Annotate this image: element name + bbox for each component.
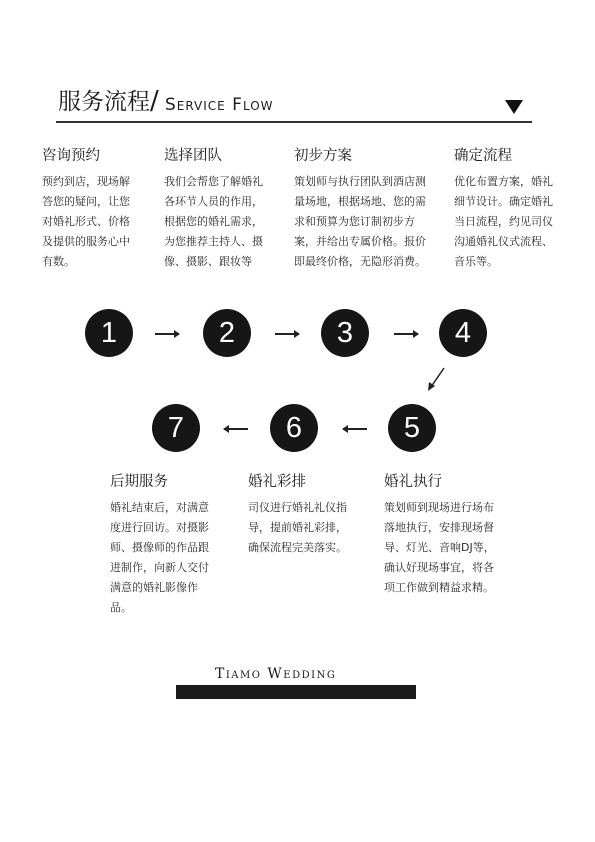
step-4-text	[454, 146, 554, 272]
step-7-desc: 婚礼结束后，对满意度进行回访。对摄影师、摄像师的作品跟进制作，向新人交付满意的婚礼影像作品。	[110, 501, 209, 614]
step-2-text	[164, 146, 266, 272]
step-6-text	[248, 472, 348, 558]
step-4-desc: 优化布置方案，婚礼细节设计。确定婚礼当日流程，约见司仪沟通婚礼仪式流程、音乐等。	[454, 175, 553, 268]
step-1-title: 咨询预约	[42, 148, 100, 164]
step-3-circle: 3	[321, 309, 369, 357]
step-7-title: 后期服务	[110, 474, 168, 490]
step-2-circle: 2	[203, 309, 251, 357]
step-5-desc: 策划师到现场进行场布落地执行，安排现场督导、灯光、音响DJ等，确认好现场事宜，将各项工作做到精益求精。	[384, 501, 495, 594]
arrow-left-icon	[224, 428, 248, 430]
step-7-text	[110, 472, 212, 618]
step-5-text	[384, 472, 496, 598]
step-1-circle: 1	[85, 309, 133, 357]
title-slash: /	[150, 86, 159, 116]
step-7-circle: 7	[152, 404, 200, 452]
header-divider	[56, 121, 532, 123]
step-3-text	[294, 146, 432, 272]
arrow-right-icon	[275, 333, 299, 335]
step-1-desc: 预约到店，现场解答您的疑问，让您对婚礼形式、价格及提供的服务心中有数。	[42, 175, 130, 268]
arrow-left-icon	[343, 428, 367, 430]
step-5-title: 婚礼执行	[384, 474, 442, 490]
step-2-desc: 我们会帮您了解婚礼各环节人员的作用，根据您的婚礼需求，为您推荐主持人、摄像、摄影、跟妆等	[164, 175, 263, 268]
step-5-circle: 5	[388, 404, 436, 452]
step-4-circle: 4	[439, 309, 487, 357]
step-3-title: 初步方案	[294, 148, 352, 164]
step-6-desc: 司仪进行婚礼礼仪指导，提前婚礼彩排，确保流程完美落实。	[248, 501, 347, 554]
page-subtitle: Service Flow	[165, 95, 274, 115]
step-1-text	[42, 146, 140, 272]
step-6-circle: 6	[270, 404, 318, 452]
step-2-title: 选择团队	[164, 148, 222, 164]
step-6-title: 婚礼彩排	[248, 474, 306, 490]
step-4-title: 确定流程	[454, 148, 512, 164]
arrow-right-icon	[394, 333, 418, 335]
brand-name: Tiamo Wedding	[215, 666, 337, 682]
step-3-desc: 策划师与执行团队到酒店测量场地，根据场地、您的需求和预算为您订制初步方案，并给出专属价格。报价即最终价格，无隐形消费。	[294, 175, 426, 268]
arrow-down-left-icon	[426, 366, 448, 392]
page-title: 服务流程	[58, 89, 150, 115]
arrow-right-icon	[155, 333, 179, 335]
brand-bar	[176, 685, 416, 699]
triangle-down-icon	[505, 100, 523, 114]
